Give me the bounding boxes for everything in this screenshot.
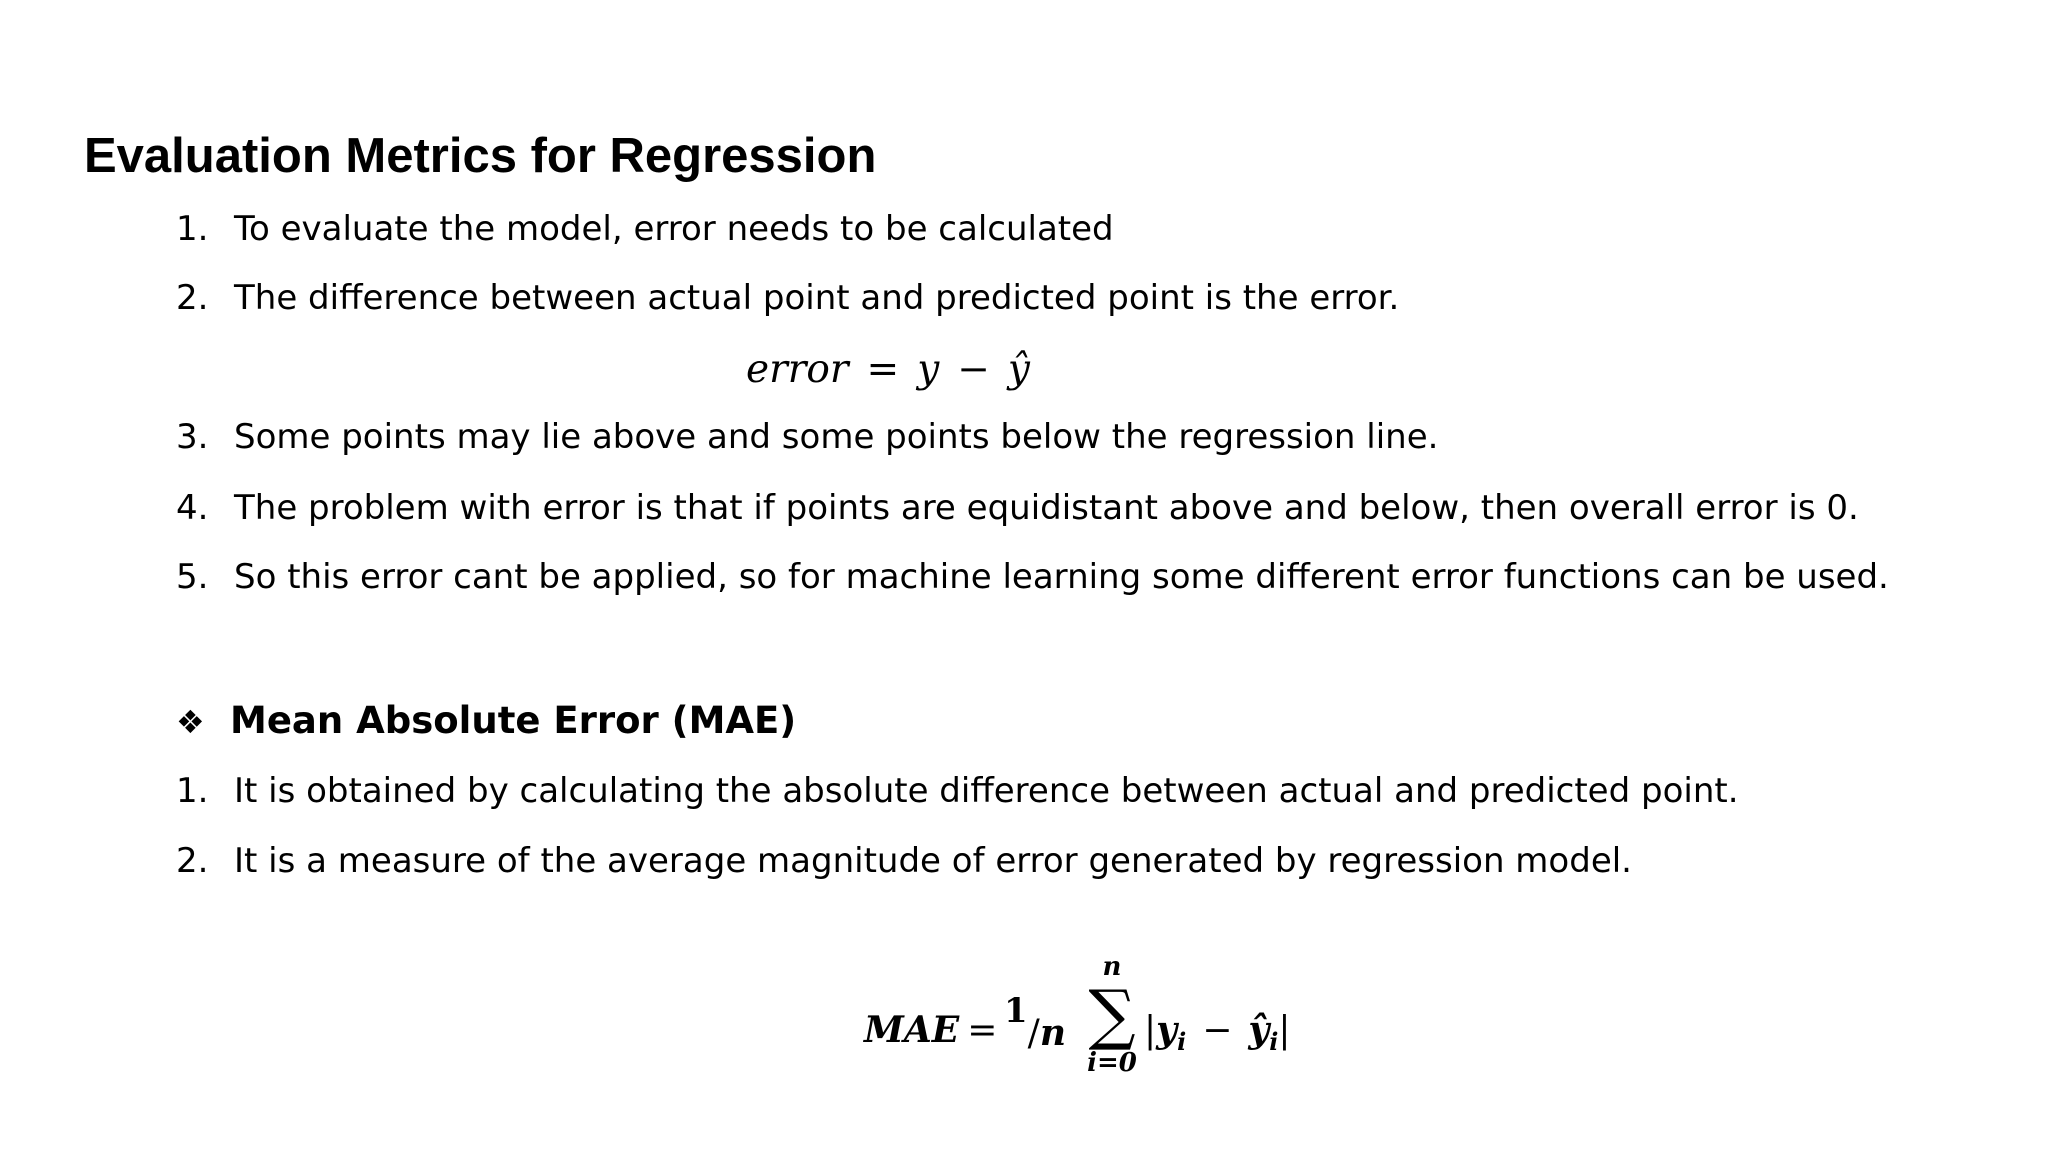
mae-eq-bar-open: |	[1144, 1010, 1157, 1051]
error-eq-y-hat: ŷ	[1007, 347, 1030, 392]
list-number: 2.	[176, 841, 209, 881]
mae-eq-fraction	[1004, 991, 1066, 1057]
list-item	[0, 207, 2048, 251]
list-item	[0, 555, 2048, 599]
list-text: So this error cant be applied, so for machine learning some different error functions can be used.	[234, 557, 1889, 597]
mae-eq-equals: =	[967, 1010, 998, 1051]
slide-title: Evaluation Metrics for Regression	[84, 129, 877, 183]
mae-eq-bar-close: |	[1278, 1010, 1291, 1051]
mae-eq-sub-i2: i	[1269, 1027, 1279, 1057]
list-text: To evaluate the model, error needs to be calculated	[234, 209, 1114, 249]
list-number: 5.	[176, 557, 209, 597]
list-number: 4.	[176, 488, 209, 528]
mae-eq-summation	[1082, 952, 1142, 1078]
mae-eq-y-hat: ŷ	[1248, 1009, 1270, 1051]
mae-eq-numerator: 1	[1004, 991, 1028, 1031]
mae-eq-slash: /	[1027, 1013, 1040, 1054]
error-equation	[746, 346, 1030, 394]
list-text: It is obtained by calculating the absolute difference between actual and predicted point.	[234, 771, 1739, 811]
diamond-bullet-icon: ❖	[176, 703, 205, 741]
list-item	[0, 486, 2048, 530]
mae-section-heading	[176, 696, 796, 746]
mae-eq-lhs	[864, 1010, 997, 1051]
mae-heading-text: Mean Absolute Error (MAE)	[230, 699, 797, 742]
list-number: 1.	[176, 771, 209, 811]
list-text: The problem with error is that if points are equidistant above and below, then overall error is 0.	[234, 488, 1859, 528]
list-text: It is a measure of the average magnitude of error generated by regression model.	[234, 841, 1632, 881]
sigma-icon: ∑	[1088, 976, 1136, 1053]
mae-eq-y: y	[1156, 1009, 1178, 1051]
error-eq-lhs: error	[746, 347, 849, 392]
list-number: 3.	[176, 417, 209, 457]
mae-eq-sub-i: i	[1177, 1027, 1187, 1057]
list-item	[0, 415, 2048, 459]
error-eq-y: y	[917, 347, 940, 392]
list-number: 1.	[176, 209, 209, 249]
list-item	[0, 276, 2048, 320]
list-text: Some points may lie above and some points below the regression line.	[234, 417, 1439, 457]
list-item	[0, 769, 2048, 813]
mae-eq-rhs	[1144, 1008, 1291, 1064]
mae-eq-lower-limit: i=0	[1087, 1048, 1137, 1078]
error-eq-minus: −	[957, 347, 990, 392]
list-item	[0, 839, 2048, 883]
mae-eq-denominator: n	[1039, 1012, 1066, 1054]
error-eq-equals: =	[866, 347, 900, 392]
mae-eq-minus: −	[1202, 1010, 1233, 1051]
list-number: 2.	[176, 278, 209, 318]
mae-eq-upper-limit: n	[1102, 952, 1122, 982]
mae-eq-label: MAE	[864, 1009, 960, 1051]
list-text: The difference between actual point and predicted point is the error.	[234, 278, 1400, 318]
